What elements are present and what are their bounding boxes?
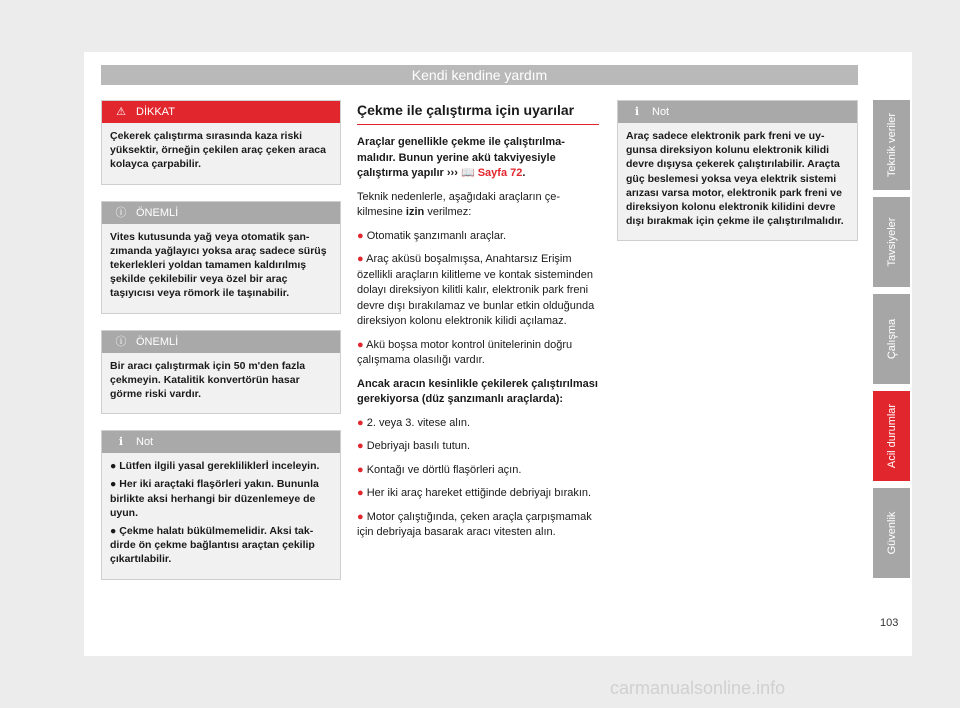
note-item: ● Her iki araçtaki flaşörleri yakın. Bununla birlikte aksi herhangi bir düzenlemeye de uyun. xyxy=(110,478,319,519)
notice-label-2: ÖNEMLİ xyxy=(136,335,179,348)
list-item: ● Araç aküsü boşalmışsa, Anahtarsız Erişim özellikli araçların kilitleme ve kontak sisteminden dolayı direksiyon kilitli kalır, elektronik park freni devre dışı bırakılamaz ve bunlar etkin olduğunda direksiyon kolonu elektronik kilidi açılamaz. xyxy=(357,253,595,327)
exclamation-circle-icon: ⓘ xyxy=(115,206,127,219)
list-item: ● 2. veya 3. vitese alın. xyxy=(357,416,471,429)
notice-header-1 xyxy=(102,202,340,224)
notice-box-2 xyxy=(101,330,341,415)
warning-text: Çekerek çalıştırma sırasında kaza riski yüksektir, örneğin çekilen araç çeken araca kolayca çarpabilir. xyxy=(110,130,326,171)
list-item: ● Debriyajı basılı tutun. xyxy=(357,440,471,452)
warning-box xyxy=(101,100,341,185)
notice-text-2: Bir aracı çalıştırmak için 50 m'den fazla çekmeyin. Katalitik konvertörün hasar görme riski vardır. xyxy=(110,359,306,401)
note-header-1 xyxy=(102,431,340,453)
list-item: ● Kontağı ve dörtlü flaşörleri açın. xyxy=(357,463,522,476)
note-item: ● Çekme halatı bükülmemelidir. Aksi takdirde ön çekme bağlantısı araçtan çekilip çıkartılabilir. xyxy=(110,525,315,566)
note-item: ● Lütfen ilgili yasal gerekliliklerİ inceleyin. xyxy=(110,460,320,473)
section-title: Çekme ile çalıştırma için uyarılar xyxy=(357,100,599,125)
para-reasons: Teknik nedenlerle, aşağıdaki araçların çekilmesine izin verilmez: xyxy=(357,190,561,218)
info-icon: ℹ xyxy=(118,436,124,449)
note-label-1: Not xyxy=(136,436,154,449)
list-item: ● Motor çalıştığında, çeken araçla çarpışmamak için debriyaja basarak aracı vitesten alın. xyxy=(357,510,592,538)
page-header: Kendi kendine yardım xyxy=(101,65,858,85)
warning-label: DİKKAT xyxy=(136,106,175,118)
tab-calisma[interactable]: Çalışma xyxy=(873,294,910,384)
note-box-1 xyxy=(101,430,341,579)
notice-text-1: Vites kutusunda yağ veya otomatik şanzımanda yağlayıcı yoksa araç sadece sürüş tekerlekleri yoldan tamamen kaldırılmış şekilde çekilebilir veya özel bir araç taşıyıcısı veya römork ile taşınabilir. xyxy=(110,230,327,300)
warning-triangle-icon: ⚠ xyxy=(116,106,126,118)
exclamation-circle-icon: ⓘ xyxy=(115,335,127,348)
notice-box-1 xyxy=(101,201,341,314)
list-item: ● Akü boşsa motor kontrol ünitelerinin doğru çalışmama olasılığı vardır. xyxy=(357,338,573,366)
book-icon: 📖 xyxy=(460,167,475,179)
intro-paragraph: Araçlar genellikle çekme ile çalıştırılmamalıdır. Bunun yerine akü takviyesiyle çalıştırma yapılır ››› 📖 Sayfa 72. xyxy=(357,136,565,179)
reference-arrows: ››› xyxy=(446,167,458,179)
page-reference-link[interactable]: Sayfa 72 xyxy=(477,167,523,179)
subheading: Ancak aracın kesinlikle çekilerek çalıştırılması gerekiyorsa (düz şanzımanlı araçlarda): xyxy=(357,377,598,405)
middle-column xyxy=(357,100,599,549)
list-item: ● Otomatik şanzımanlı araçlar. xyxy=(357,229,507,242)
notice-header-2 xyxy=(102,331,340,353)
tab-tavsiyeler[interactable]: Tavsiyeler xyxy=(873,197,910,287)
warning-header xyxy=(102,101,340,123)
note-label-2: Not xyxy=(652,106,670,118)
tab-guvenlik[interactable]: Güvenlik xyxy=(873,488,910,578)
left-column xyxy=(101,100,341,596)
tab-acil-durumlar[interactable]: Acil durumlar xyxy=(873,391,910,481)
page-number: 103 xyxy=(880,617,899,629)
right-column xyxy=(617,100,858,257)
list-item: ● Her iki araç hareket ettiğinde debriyajı bırakın. xyxy=(357,487,592,499)
info-icon: ℹ xyxy=(634,106,640,118)
notice-label-1: ÖNEMLİ xyxy=(136,206,179,219)
note-header-2 xyxy=(618,101,857,123)
note-text-2: Araç sadece elektronik park freni ve uygunsa direksiyon kolunu elektronik kilidi devre dışıysa çekerek çalıştırılabilir. Araçta güç beslemesi yoksa veya elektrik sistemi arızası varsa motor, elektronik park freni ve direksiyon kolonu elektronik kilidini devre dışı bırakmak için çekme ile çalıştırılmalıdır. xyxy=(626,130,844,228)
watermark: carmanualsonline.info xyxy=(610,678,786,698)
note-box-2 xyxy=(617,100,858,241)
tab-teknik-veriler[interactable]: Teknik veriler xyxy=(873,100,910,190)
